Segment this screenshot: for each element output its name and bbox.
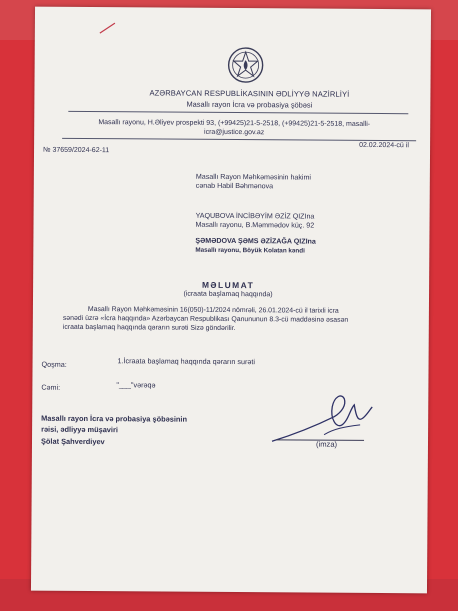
address-divider [62, 138, 416, 141]
signatory-line-1: Masallı rayon İcra və probasiya şöbəsinin [41, 413, 188, 424]
body-line-3: icraata başlamaq haqqında qərarın surəti Sizə göndərilir. [62, 323, 236, 333]
signatory-line-2: rəisi, ədliyyə müşaviri [41, 424, 118, 435]
recipient-line-2: cənab Habil Bəhmənova [195, 181, 274, 191]
document-subtitle: (icraata başlamaq haqqında) [183, 290, 273, 299]
total-pages: "___"vərəqə [116, 380, 156, 390]
body-line-1: Masallı Rayon Məhkəməsinin 16(050)-11/2024 nömrəli, 26.01.2024-cü il tarixli icra [87, 306, 339, 315]
document-title: MƏLUMAT [201, 279, 255, 291]
document-date: 02.02.2024-cü il [359, 141, 409, 150]
document-paper [31, 7, 431, 594]
signature-caption: (imza) [315, 439, 338, 449]
department-name: Masallı rayon İcra və probasiya şöbəsi [186, 99, 313, 110]
recipient-line-6: Masallı rayonu, Böyük Kolatan kəndi [195, 246, 305, 255]
body-line-2: sənədi üzrə «İcra haqqında» Azərbaycan Respublikası Qanununun 8.3-cü maddəsinə əsasən [62, 314, 349, 324]
state-emblem-icon [227, 46, 265, 84]
signatory-name: Şölat Şahverdiyev [40, 436, 105, 447]
attachment-label: Qoşma: [41, 359, 67, 369]
pencil-mark-icon [99, 21, 117, 35]
ministry-name: AZƏRBAYCAN RESPUBLİKASININ ƏDLİYYƏ NAZİRLİYİ [149, 88, 350, 99]
attachment-text: 1.İcraata başlamaq haqqında qərarın surəti [117, 356, 256, 367]
total-label: Cəmi: [41, 382, 61, 392]
recipient-line-5: ŞƏMƏDOVA ŞƏMS ƏZİZAĞA QIZIna [195, 236, 316, 246]
header-divider [68, 111, 408, 114]
recipient-line-3: YAQUBOVA İNCİBƏYİM ƏZİZ QIZIna [195, 211, 315, 221]
document-number: № 37659/2024-62-11 [43, 146, 110, 155]
address-line-2: icra@justice.gov.az [204, 128, 265, 137]
recipient-line-4: Masallı rayonu, B.Məmmədov küç. 92 [195, 220, 315, 230]
address-line-1: Masallı rayonu, H.Əliyev prospekti 93, (+99425)21-5-2518, (+99425)21-5-2518, masalli- [98, 119, 371, 128]
recipient-line-1: Masallı Rayon Məhkəməsinin hakimi [195, 172, 312, 182]
